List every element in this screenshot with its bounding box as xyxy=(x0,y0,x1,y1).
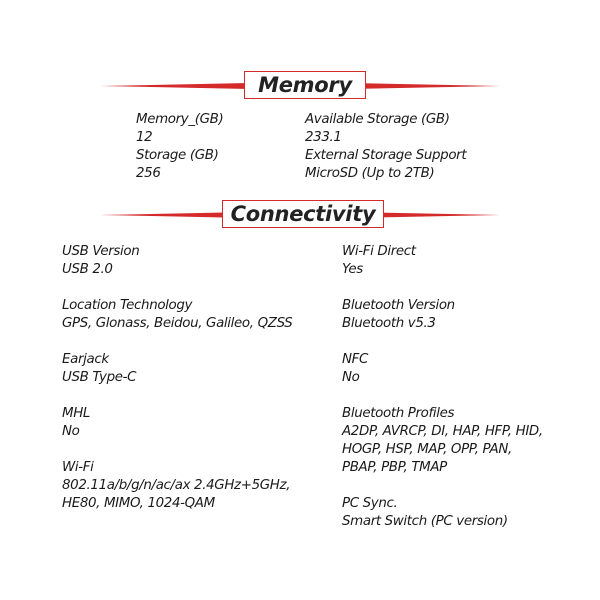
spec-label: Bluetooth Version xyxy=(342,298,455,313)
connectivity-title: Connectivity xyxy=(222,200,384,228)
spec-earjack xyxy=(62,351,136,387)
spec-value: USB Type-C xyxy=(62,370,137,385)
spec-label: PC Sync. xyxy=(342,496,398,511)
spec-label: Wi-Fi xyxy=(62,460,94,475)
spec-value: A2DP, AVRCP, DI, HAP, HFP, HID, xyxy=(342,424,543,439)
spec-label: Available Storage (GB) xyxy=(305,112,450,127)
spec-bluetooth-version xyxy=(342,297,455,333)
spec-location-technology xyxy=(62,297,292,333)
spec-bluetooth-profiles xyxy=(342,405,543,477)
spec-label: MHL xyxy=(62,406,91,421)
spec-value: No xyxy=(342,370,360,385)
spec-value: MicroSD (Up to 2TB) xyxy=(305,166,435,181)
memory-section-header xyxy=(100,71,500,101)
memory-left-column xyxy=(136,111,223,183)
spec-wifi xyxy=(62,459,290,513)
memory-right-column xyxy=(305,111,466,183)
spec-label: Location Technology xyxy=(62,298,193,313)
spec-mhl xyxy=(62,405,90,441)
spec-value: GPS, Glonass, Beidou, Galileo, QZSS xyxy=(62,316,293,331)
spec-pc-sync xyxy=(342,495,508,531)
spec-value: HOGP, HSP, MAP, OPP, PAN, xyxy=(342,442,512,457)
spec-usb-version xyxy=(62,243,139,279)
spec-label: Memory_(GB) xyxy=(136,112,224,127)
spec-value: Smart Switch (PC version) xyxy=(342,514,508,529)
spec-label: Storage (GB) xyxy=(136,148,219,163)
spec-label: NFC xyxy=(342,352,369,367)
spec-label: USB Version xyxy=(62,244,140,259)
spec-label: Wi-Fi Direct xyxy=(342,244,416,259)
spec-value: 802.11a/b/g/n/ac/ax 2.4GHz+5GHz, xyxy=(62,478,291,493)
spec-label: Earjack xyxy=(62,352,109,367)
connectivity-section-header xyxy=(100,200,500,230)
spec-value: 256 xyxy=(136,166,161,181)
spec-value: Yes xyxy=(342,262,363,277)
spec-nfc xyxy=(342,351,368,387)
memory-title: Memory xyxy=(244,71,366,99)
spec-wifi-direct xyxy=(342,243,416,279)
spec-value: No xyxy=(62,424,80,439)
spec-value: USB 2.0 xyxy=(62,262,113,277)
spec-value: HE80, MIMO, 1024-QAM xyxy=(62,496,215,511)
spec-value: Bluetooth v5.3 xyxy=(342,316,436,331)
spec-value: 12 xyxy=(136,130,153,145)
spec-label: Bluetooth Profiles xyxy=(342,406,455,421)
spec-label: External Storage Support xyxy=(305,148,467,163)
spec-value: PBAP, PBP, TMAP xyxy=(342,460,447,475)
spec-value: 233.1 xyxy=(305,130,342,145)
